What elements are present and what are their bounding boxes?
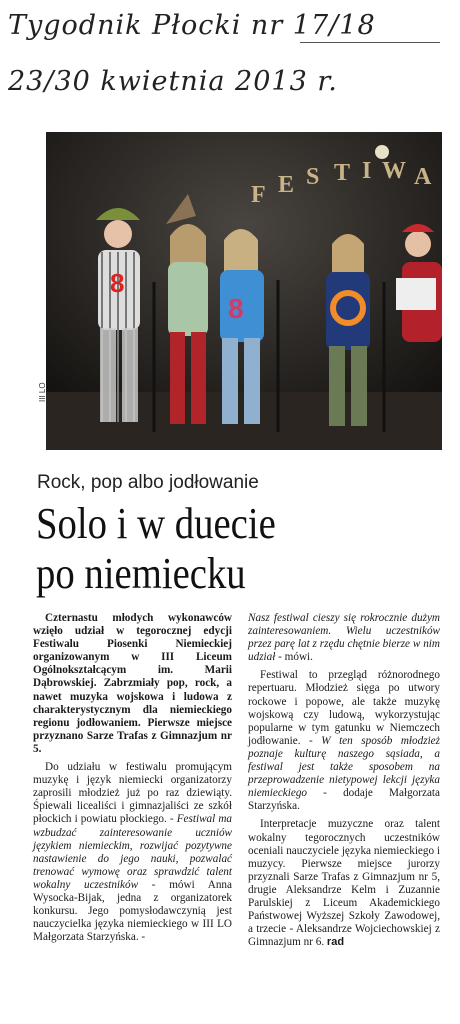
article-lead: Czternastu młodych wykonawców wzięło udział w tegorocznej edycji Festiwalu Piosenki Niemieckiej organizowanym w III Liceum Ogólnokształcącym im. Marii Dąbrowskiej. Zabrzmiały pop, rock, a nawet muzyka wojskowa i ludowa z charakterystycznym dla niemieckiego regionu jodłowaniem. Pierwsze miejsce przyznano Sarze Trafas z Gimnazjum nr 5. xyxy=(33,612,232,755)
article-column-1 xyxy=(33,612,232,949)
paragraph-quote: Festiwal ma wzbudzać zainteresowanie uczniów językiem niemieckim, rozwijać pozytywne nastawienie do jego nauki, pozwalać trenować wymowę oraz sprawdzić talent wokalny uczestników xyxy=(33,813,232,891)
article-column-2 xyxy=(248,612,440,954)
article-paragraph-2-cont xyxy=(248,612,440,664)
stage-performers-illustration xyxy=(46,132,442,450)
article-kicker: Rock, pop albo jodłowanie xyxy=(37,472,259,493)
paragraph-text: Do udziału w festiwalu promującym muzykę i język niemiecki organizatorzy zaprosili młodzież już po raz dziewiąty. Śpiewali licealiści i gimnazjaliści ze szkół płockich i powiatu płockiego. - xyxy=(33,761,232,826)
article-paragraph-2 xyxy=(33,761,232,944)
svg-text:E: E xyxy=(278,172,295,198)
svg-text:8: 8 xyxy=(228,293,244,324)
paragraph-quote: Nasz festiwal cieszy się rokrocznie dużym zainteresowaniem. Wielu uczestników przez parę lat z rzędu chętnie bierze w nim udział xyxy=(248,612,440,664)
author-signature: rad xyxy=(326,936,345,949)
article-paragraph-4 xyxy=(248,818,440,949)
paragraph-quote: W ten sposób młodzież poznaje kulturę naszego sąsiada, a festiwal jest także sposobem na przeprowadzenie nietypowej lekcji języka niemieckiego xyxy=(248,734,440,800)
svg-text:W: W xyxy=(382,158,406,184)
svg-text:I: I xyxy=(362,158,372,184)
article-photo xyxy=(46,132,442,450)
paragraph-text: Festiwal to przegląd różnorodnego repertuaru. Młodzież sięga po utwory rockowe i popowe, ale także muzykę wojskową czy ludową, wykorzystując popularne w tym gatunku w Niemczech jodłowanie. - xyxy=(248,669,440,747)
paragraph-text: - mówi. xyxy=(275,651,313,664)
svg-text:8: 8 xyxy=(110,268,125,298)
handwritten-date-line: 23/30 kwietnia 2013 r. xyxy=(8,66,338,97)
photo-credit: III LO xyxy=(38,382,47,402)
svg-text:S: S xyxy=(306,164,320,190)
article-paragraph-3 xyxy=(248,669,440,813)
svg-text:T: T xyxy=(334,160,351,186)
paragraph-text: - mówi Anna Wysocka-Bijak, jedna z organizatorek konkursu. Jego pomysłodawczynią jest nauczycielka języka niemieckiego w III LO Małgorzata Starzyńska. - xyxy=(33,878,232,944)
handwritten-source-line: Tygodnik Płocki nr 17/18 xyxy=(8,10,376,41)
svg-text:A: A xyxy=(414,164,432,190)
paragraph-text: - dodaje Małgorzata Starzyńska. xyxy=(248,787,440,813)
svg-text:F: F xyxy=(251,182,266,208)
article-headline-line-2: po niemiecku xyxy=(36,549,246,598)
paragraph-text: Interpretacje muzyczne oraz talent wokalny tegorocznych uczestników oceniali nauczyciele języka niemieckiego i muzycy. Pierwsze miejsce jurorzy przyznali Sarze Trafas z Gimnazjum nr 5, drugie Aleksandrze Kelm i Zuzannie Parulskiej z Liceum Akademickiego Państwowej Wyższej Szkoły Zawodowej, a trzecie - Aleksandrze Wojciechowskiej z Gimnazjum nr 6. xyxy=(248,818,440,949)
article-headline-line-1: Solo i w duecie xyxy=(36,499,276,548)
handwriting-underline xyxy=(300,42,440,43)
